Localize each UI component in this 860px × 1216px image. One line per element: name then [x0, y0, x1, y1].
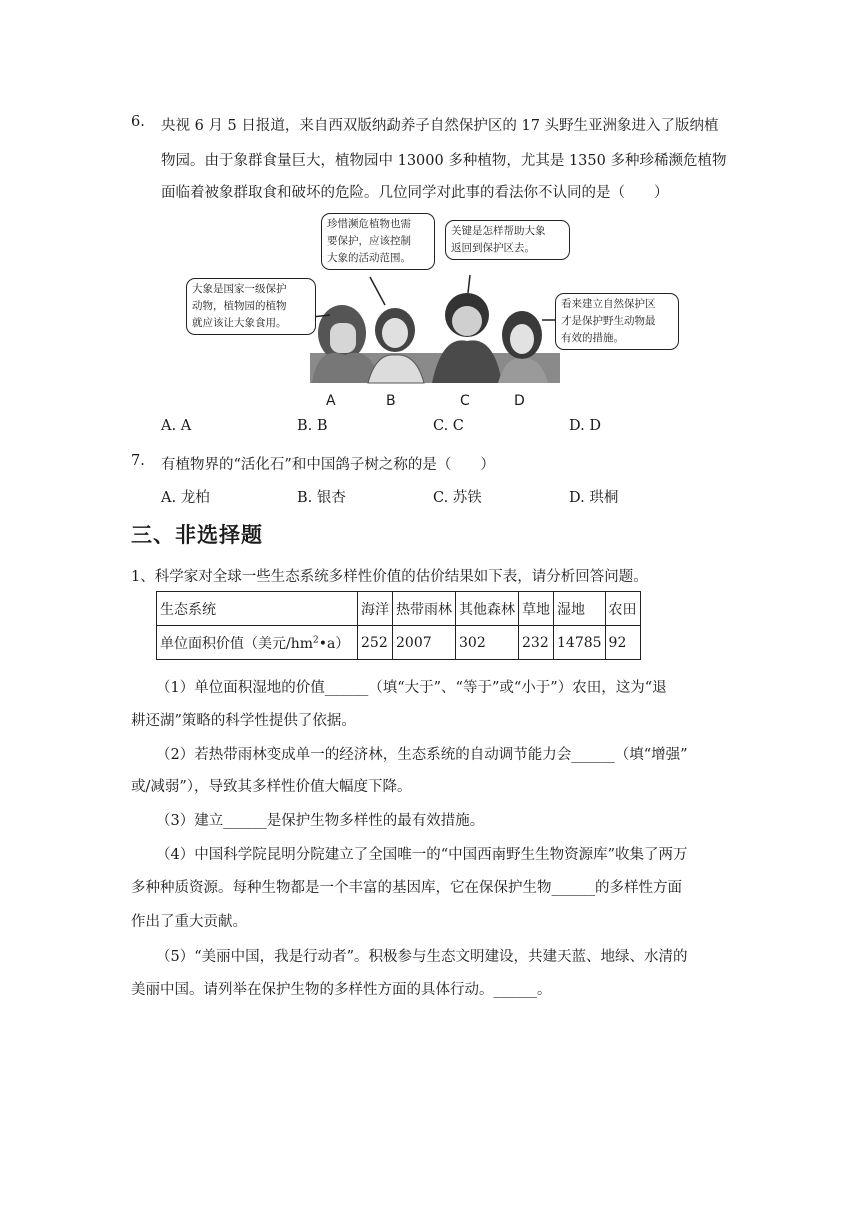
table-header-cell: 热带雨林: [393, 592, 456, 626]
table-cell: 232: [519, 626, 554, 660]
table-header-cell: 海洋: [358, 592, 393, 626]
table-row: [157, 626, 641, 660]
q7-option-b[interactable]: B. 银杏: [297, 490, 346, 506]
q7-option-d[interactable]: D. 珙桐: [569, 490, 619, 506]
bubble-a-line: 就应该让大象食用。: [192, 317, 287, 329]
part-5-line-2: 美丽中国。请列举在保护生物的多样性方面的具体行动。______。: [131, 982, 552, 998]
bubble-d-line: 看来建立自然保护区: [561, 298, 656, 310]
figure-label-a: A: [326, 393, 336, 409]
row-label-text: 单位面积价值（美元/hm: [160, 635, 314, 652]
bubble-b-line: 珍惜濒危植物也需: [327, 218, 411, 230]
students-discussion-figure: [180, 205, 680, 413]
bubble-b-line: 大象的活动范围。: [327, 252, 411, 264]
part-2-line-2: 或/减弱”），导致其多样性价值大幅度下降。: [131, 779, 412, 795]
q6-option-c[interactable]: C. C: [433, 418, 464, 434]
table-header-cell: 湿地: [554, 592, 606, 626]
speech-bubble-a: [186, 278, 316, 335]
q6-option-a[interactable]: A. A: [161, 418, 192, 434]
bubble-d-line: 有效的措施。: [561, 332, 624, 344]
figure-label-d: D: [514, 393, 525, 409]
table-cell: 302: [456, 626, 519, 660]
part-1-line-2: 耕还湖”策略的科学性提供了依据。: [131, 713, 356, 729]
q6-option-d[interactable]: D. D: [569, 418, 601, 434]
student-c-figure: [432, 293, 502, 383]
part-4-line-3: 作出了重大贡献。: [131, 914, 247, 930]
part-1-line-1: （1）单位面积湿地的价值______（填“大于”、“等于”或“小于”）农田，这为“退: [156, 680, 667, 696]
bubble-b-line: 要保护，应该控制: [327, 235, 411, 247]
table-cell: 14785: [554, 626, 606, 660]
question-6-line-1: 央视 6 月 5 日报道，来自西双版纳勐养子自然保护区的 17 头野生亚洲象进入了版纳植: [161, 118, 719, 134]
bubble-a-line: 动物，植物园的植物: [192, 300, 287, 312]
table-cell: 252: [358, 626, 393, 660]
student-a-figure: [312, 305, 380, 383]
speech-bubble-d: [555, 293, 679, 350]
question-7-text: 有植物界的“活化石”和中国鸽子树之称的是（ ）: [161, 457, 495, 473]
question-number-7: 7.: [131, 453, 145, 469]
row-label-suffix: •a）: [318, 635, 350, 652]
row-label-cell: [157, 626, 358, 660]
student-d-figure: [498, 311, 548, 383]
bubble-c-line: 关键是怎样帮助大象: [451, 225, 546, 237]
table-header-cell: 草地: [519, 592, 554, 626]
table-header-row: [157, 592, 641, 626]
question-6-line-2: 物园。由于象群食量巨大，植物园中 13000 多种植物，尤其是 1350 多种珍稀濒危植物: [161, 153, 727, 169]
figure-label-c: C: [460, 393, 470, 409]
bubble-d-line: 才是保护野生动物最: [561, 315, 656, 327]
section-heading: 三、非选择题: [131, 523, 263, 547]
question-6-line-3: 面临着被象群取食和破坏的危险。几位同学对此事的看法你不认同的是（ ）: [161, 185, 669, 201]
bubble-a-line: 大象是国家一级保护: [192, 283, 287, 295]
table-header-cell: 其他森林: [456, 592, 519, 626]
table-header-cell: 生态系统: [157, 592, 358, 626]
figure-label-b: B: [386, 393, 396, 409]
part-4-line-1: （4）中国科学院昆明分院建立了全国唯一的“中国西南野生生物资源库”收集了两万: [156, 847, 688, 863]
table-header-cell: 农田: [605, 592, 640, 626]
question-1-intro: 1、科学家对全球一些生态系统多样性价值的估价结果如下表，请分析回答问题。: [131, 569, 648, 585]
table-cell: 2007: [393, 626, 456, 660]
part-4-line-2: 多种种质资源。每种生物都是一个丰富的基因库，它在保保护生物______的多样性方面: [131, 880, 682, 896]
question-number-6: 6.: [131, 114, 145, 130]
table-cell: 92: [605, 626, 640, 660]
row-label-superscript: 2: [313, 634, 319, 645]
q7-option-a[interactable]: A. 龙柏: [161, 490, 210, 506]
part-3-line-1: （3）建立______是保护生物多样性的最有效措施。: [156, 813, 485, 829]
speech-bubble-c: [445, 220, 570, 260]
q6-option-b[interactable]: B. B: [297, 418, 328, 434]
student-b-figure: [368, 308, 424, 383]
part-2-line-1: （2）若热带雨林变成单一的经济林，生态系统的自动调节能力会______（填“增强”: [156, 747, 688, 763]
q7-option-c[interactable]: C. 苏铁: [433, 490, 482, 506]
speech-bubble-b: [321, 213, 435, 270]
ecosystem-value-table: [156, 591, 641, 660]
part-5-line-1: （5）“美丽中国，我是行动者”。积极参与生态文明建设，共建天蓝、地绿、水清的: [156, 949, 688, 965]
bubble-c-line: 返回到保护区去。: [451, 242, 535, 254]
